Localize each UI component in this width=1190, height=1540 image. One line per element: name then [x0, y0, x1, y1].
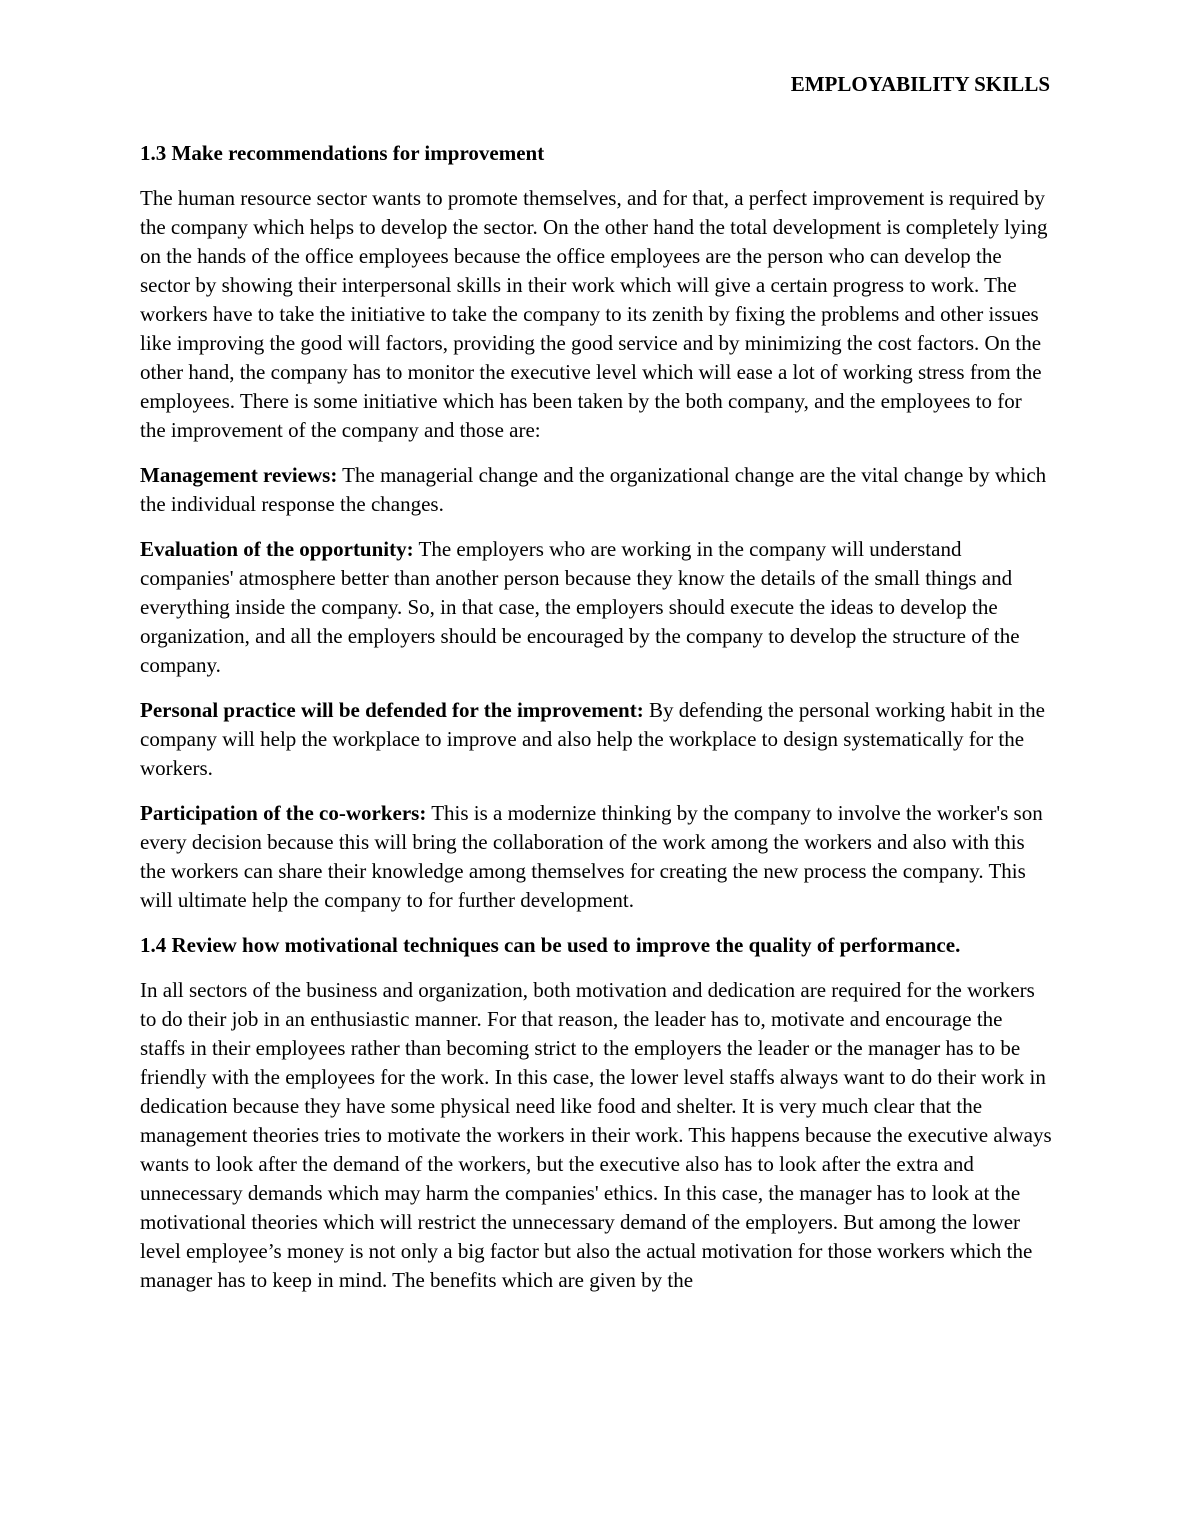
recommendation-management-reviews	[140, 461, 1052, 519]
section-heading-1-4: 1.4 Review how motivational techniques can be used to improve the quality of performance.	[140, 933, 961, 957]
section-1-3-intro-paragraph: The human resource sector wants to promote themselves, and for that, a perfect improvement is required by the company which helps to develop the sector. On the other hand the total development is completely lying on the hands of the office employees because the office employees are the person who can develop the sector by showing their interpersonal skills in their work which will give a certain progress to work. The workers have to take the initiative to take the company to its zenith by fixing the problems and other issues like improving the good will factors, providing the good service and by minimizing the cost factors. On the other hand, the company has to monitor the executive level which will ease a lot of working stress from the employees. There is some initiative which has been taken by the both company, and the employees to for the improvement of the company and those are:	[140, 186, 1048, 442]
recommendation-term: Evaluation of the opportunity:	[140, 537, 414, 561]
recommendation-term: Management reviews:	[140, 463, 338, 487]
section-heading-1-3: 1.3 Make recommendations for improvement	[140, 141, 545, 165]
recommendation-text: By defending the personal working habit in the company will help the workplace to improve and also help the workplace to design systematically for the workers.	[140, 698, 1045, 780]
recommendation-text: The managerial change and the organizational change are the vital change by which the individual response the changes.	[140, 463, 1047, 516]
recommendation-participation-co-workers	[140, 799, 1052, 915]
document-body	[140, 139, 1052, 1311]
recommendation-personal-practice	[140, 696, 1052, 783]
recommendation-term: Participation of the co-workers:	[140, 801, 427, 825]
recommendation-evaluation-of-opportunity	[140, 535, 1052, 680]
recommendation-term: Personal practice will be defended for the improvement:	[140, 698, 644, 722]
recommendation-text: The employers who are working in the company will understand companies' atmosphere better than another person because they know the details of the small things and everything inside the company. So, in that case, the employers should execute the ideas to develop the organization, and all the employers should be encouraged by the company to develop the structure of the company.	[140, 537, 1020, 677]
recommendation-text: This is a modernize thinking by the company to involve the worker's son every decision because this will bring the collaboration of the work among the workers and also with this the workers can share their knowledge among themselves for creating the new process the company. This will ultimate help the company to for further development.	[140, 801, 1043, 912]
section-1-4-body-paragraph: In all sectors of the business and organization, both motivation and dedication are required for the workers to do their job in an enthusiastic manner. For that reason, the leader has to, motivate and encourage the staffs in their employees rather than becoming strict to the employers the leader or the manager has to be friendly with the employees for the work. In this case, the lower level staffs always want to do their work in dedication because they have some physical need like food and shelter. It is very much clear that the management theories tries to motivate the workers in their work. This happens because the executive always wants to look after the demand of the workers, but the executive also has to look after the extra and unnecessary demands which may harm the companies' ethics. In this case, the manager has to look at the motivational theories which will restrict the unnecessary demand of the employers. But among the lower level employee’s money is not only a big factor but also the actual motivation for those workers which the manager has to keep in mind. The benefits which are given by the	[140, 978, 1052, 1292]
running-header: EMPLOYABILITY SKILLS	[790, 72, 1050, 96]
